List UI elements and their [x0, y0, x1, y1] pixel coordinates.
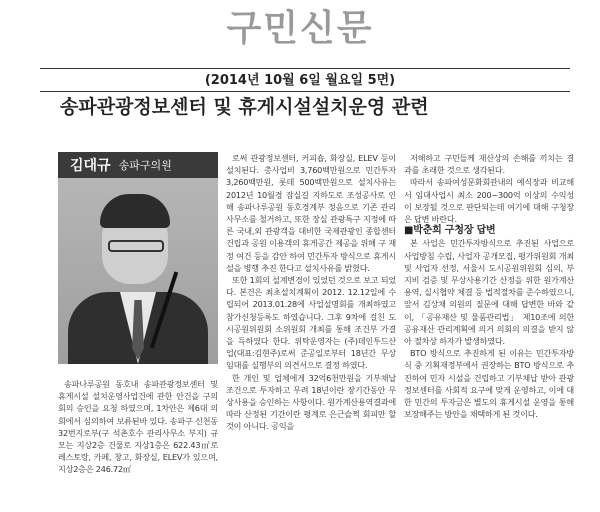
- paragraph: 송파나루공원 동호내 송파관광정보센터 및 휴게시설 설치운영사업건에 관한 안건을 구의회의 승인을 요청 하였으며, 1차안은 제6대 의회에서 심의하여 보류된바 있다. 송파구 신천동32번지로부(구 석촌호수 관리사무소 부지) 규모는 지상2층 건물로 지상1층은 622.43㎡로 레스토랑, 카페, 창고, 화장실, ELEV가 있으며, 지상2층은 246.72㎡: [58, 379, 218, 475]
- article-column-3: [404, 152, 574, 420]
- answer-section-title: ■박춘희 구청장 답변: [404, 225, 496, 237]
- paragraph: 로써 관광정보센터, 커피숍, 화장실, ELEV 등이 설치된다. 총사업비 3,760백만원으로 민간투자 3,260백만원, 롯데 500백만원으로 설치사유는 2012년 10월경 잠실길 지하도로 조성공사로 인해 송파나루공원 동호경계부 정음으로 기존 관리사무소를 철거하고, 또한 장실 관광특구 지정에 따른 국내,외 관광객을 대비한 국제관광인 종합센터 건립과 공원 이용객의 휴게공간 제공을 위해 구 재정 여건 등을 감안 하여 민간투자 방식으로 휴게시설을 병행 추진 한다고 설치사유를 밝혔다.: [226, 153, 396, 273]
- paragraph: 또한 1회의 설계변경이 있었던 것으로 보고 되었다. 본건은 최초설치계획이 2012. 12.12일에 수립되어 2013.01.28에 사업설명회를 개최하였고 참가신청등록도 하였습니다. 그후 9차에 걸친 도시공원위원회 소위원회 개최를 통해 조건부 가결을 득하였다 한다. 위탁운영자는 (주)데인투드산업(대표:김현주)로써 준공일로부터 18년간 무상임대를 실행부의 의견서으로 결정 하였다.: [226, 275, 396, 371]
- byline-role: 송파구의원: [118, 159, 172, 172]
- newspaper-masthead: 구민신문: [226, 7, 374, 49]
- paragraph: 따라서 송파여성문화회관내의 예식장과 비교해서 임대사업시 최소 200~300억 이상의 수익성이 보장될 것으로 판단되는데 여기에 대해 구청장은 답변 바란다.: [404, 177, 574, 225]
- councilor-photo: [58, 152, 218, 364]
- top-rule: [40, 68, 570, 69]
- paragraph: 저해하고 구민들께 재산상의 손해를 끼치는 결과를 초래한 것으로 생각된다.: [404, 153, 574, 176]
- photo-hair: [100, 194, 170, 228]
- article-column-2: [226, 152, 396, 433]
- article-column-1: [58, 378, 218, 476]
- paragraph: 한 개인 및 업체에게 32억6천만원을 기부채납 조건으로 투자하고 무려 18년이란 장기간동안 무상사용을 승인하는 사항이다. 원가계산용역결과에 따라 산정된 기간이란 평계로 은근슬쩍 회피만 할 것이 아니다. 공익을: [226, 372, 396, 432]
- byline-name: 김대규: [70, 158, 111, 174]
- byline-banner: [58, 152, 218, 178]
- paragraph: BTO 방식으로 추진하게 된 이유는 민간투자방식 중 기획재정부에서 권장하는 BTO 방식으로 추진하여 민자 시설을 건립하고 기부채납 받아 관광정보센터를 사회적 요구에 맞게 운영하고, 이에 대한 민간의 투자금은 별도의 휴게시설 운영을 통해 보장해주는 방안을 채택하게 된 것이다.: [404, 348, 574, 420]
- paragraph: 본 사업은 민간투자방식으로 추진된 사업으로 사업방침 수립, 사업자 공개모집, 평가위원회 개최 및 사업자 선정, 서울시 도시공원위원회 심의, 부지비 검증 및 무상사용기간 산정을 위한 원가계산용역, 실시협약 체결 등 법적절차를 준수하였으니, 앞서 김상채 의원의 질문에 대해 답변한 바와 같이, 「공유재산 및 물품관리법」 제10조에 의한 공유재산 관리계획에 의거 의회의 의결을 받지 않아 절차상 하자가 발생하였다.: [404, 238, 574, 347]
- issue-date: (2014년 10월 6일 월요일 5면): [204, 73, 396, 88]
- article-headline: 송파관광정보센터 및 휴게시설설치운영 관련: [60, 96, 429, 118]
- date-rule: [40, 91, 570, 92]
- photo-glasses: [108, 240, 164, 252]
